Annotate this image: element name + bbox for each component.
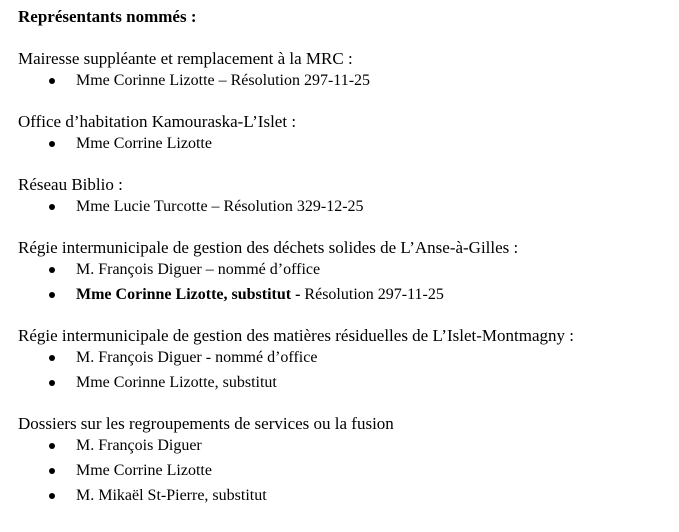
list-item bbox=[18, 372, 673, 394]
item-text: M. François Diguer - nommé d’office bbox=[76, 349, 318, 366]
bullet-icon bbox=[49, 443, 55, 449]
item-text: Résolution 297-11-25 bbox=[300, 286, 444, 303]
bullet-icon bbox=[49, 468, 55, 474]
section-title: Office d’habitation Kamouraska-L’Islet : bbox=[18, 112, 297, 131]
item-text: M. François Diguer bbox=[76, 437, 202, 454]
item-text: M. François Diguer – nommé d’office bbox=[76, 261, 321, 278]
list-item bbox=[18, 347, 673, 369]
section-dossiers-regroupements bbox=[18, 413, 673, 507]
section-reseau-biblio bbox=[18, 174, 673, 218]
bullet-icon bbox=[49, 141, 55, 147]
bullet-icon bbox=[49, 493, 55, 499]
document bbox=[18, 6, 673, 526]
section-title: Mairesse suppléante et remplacement à la MRC : bbox=[18, 49, 353, 68]
bullet-icon bbox=[49, 380, 55, 386]
section-regie-matieres bbox=[18, 325, 673, 394]
section-mrc bbox=[18, 48, 673, 92]
item-text: Mme Corrine Lizotte bbox=[76, 462, 212, 479]
section-title: Réseau Biblio : bbox=[18, 175, 123, 194]
item-list bbox=[18, 196, 673, 218]
list-item bbox=[18, 70, 673, 92]
list-item bbox=[18, 284, 673, 306]
list-item bbox=[18, 435, 673, 457]
bullet-icon bbox=[49, 355, 55, 361]
bullet-icon bbox=[49, 267, 55, 273]
list-item bbox=[18, 196, 673, 218]
list-item bbox=[18, 485, 673, 507]
section-office-habitation bbox=[18, 111, 673, 155]
item-list bbox=[18, 133, 673, 155]
item-bold-text: Mme Corinne Lizotte, substitut - bbox=[76, 286, 301, 303]
item-text: Mme Corinne Lizotte, substitut bbox=[76, 374, 277, 391]
section-title: Dossiers sur les regroupements de services ou la fusion bbox=[18, 414, 394, 433]
item-text: Mme Lucie Turcotte – Résolution 329-12-25 bbox=[76, 198, 364, 215]
item-list bbox=[18, 435, 673, 507]
section-title: Régie intermunicipale de gestion des déchets solides de L’Anse-à-Gilles : bbox=[18, 238, 519, 257]
item-text: M. Mikaël St-Pierre, substitut bbox=[76, 487, 267, 504]
list-item bbox=[18, 460, 673, 482]
item-list bbox=[18, 259, 673, 306]
bullet-icon bbox=[49, 78, 55, 84]
heading: Représentants nommés : bbox=[18, 7, 197, 26]
section-title: Régie intermunicipale de gestion des matières résiduelles de L’Islet-Montmagny : bbox=[18, 326, 574, 345]
bullet-icon bbox=[49, 204, 55, 210]
list-item bbox=[18, 133, 673, 155]
item-list bbox=[18, 70, 673, 92]
item-list bbox=[18, 347, 673, 394]
list-item bbox=[18, 259, 673, 281]
bullet-icon bbox=[49, 292, 55, 298]
item-text: Mme Corinne Lizotte – Résolution 297-11-25 bbox=[76, 72, 371, 89]
item-text: Mme Corrine Lizotte bbox=[76, 135, 212, 152]
section-regie-dechets bbox=[18, 237, 673, 306]
